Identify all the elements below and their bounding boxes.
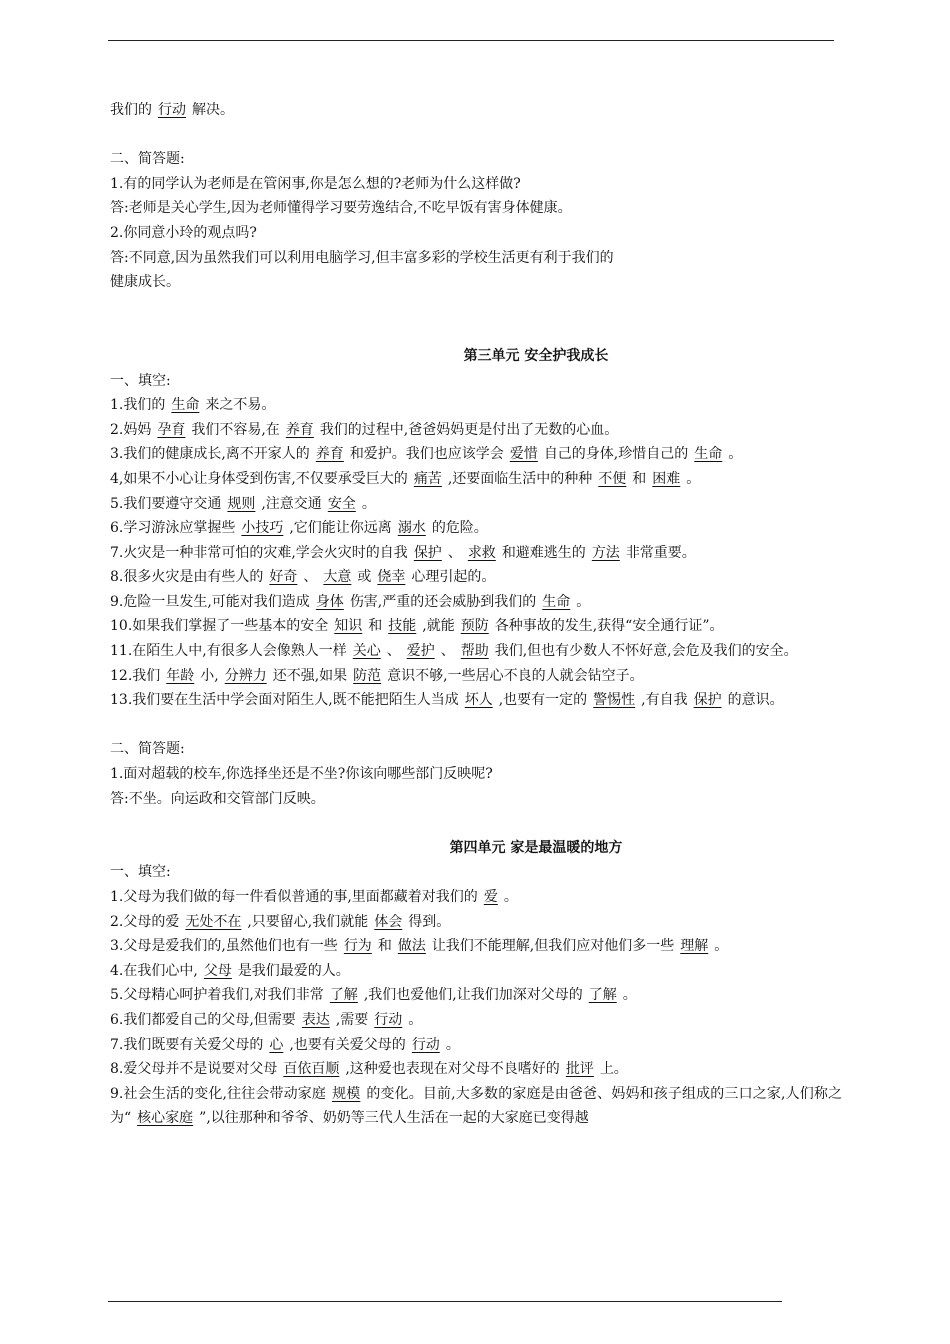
question: 2.你同意小玲的观点吗? — [110, 224, 257, 241]
unit3-fill-list — [110, 393, 842, 713]
item-text: 。 — [445, 1036, 460, 1053]
answer-blank: 不便 — [598, 470, 627, 487]
fill-item — [110, 1057, 842, 1082]
answer-blank: 技能 — [388, 618, 417, 635]
document-body — [110, 98, 842, 1131]
item-text: 小, — [200, 667, 219, 684]
item-text: 伤害,严重的还会威胁到我们的 — [349, 593, 537, 610]
fill-item — [110, 590, 842, 615]
item-text: 6.我们都爱自己的父母,但需要 — [110, 1011, 296, 1028]
item-text: 上。 — [599, 1061, 628, 1078]
item-text: 8.很多火灾是由有些人的 — [110, 569, 264, 586]
answer-blank: 行为 — [343, 938, 372, 955]
answer-blank: 做法 — [397, 938, 426, 955]
answer-blank: 大意 — [323, 569, 352, 586]
item-text: 各种事故的发生,获得“安全通行证”。 — [494, 618, 724, 635]
item-text: 。 — [622, 987, 637, 1004]
item-text: 。 — [686, 470, 701, 487]
item-text: 心理引起的。 — [411, 569, 496, 586]
fill-item — [110, 541, 842, 566]
item-text: 9.危险一旦发生,可能对我们造成 — [110, 593, 310, 610]
answer: 答:老师是关心学生,因为老师懂得学习要劳逸结合,不吃早饭有害身体健康。 — [110, 200, 572, 217]
answer-blank: 警惕性 — [593, 692, 636, 709]
answer-blank: 养育 — [315, 446, 344, 463]
item-text: 我们,但也有少数人不怀好意,会危及我们的安全。 — [494, 643, 798, 660]
item-text: 、 — [440, 643, 455, 660]
answer-blank: 表达 — [301, 1011, 330, 1028]
item-text: ,有自我 — [641, 692, 688, 709]
fill-item — [110, 688, 842, 713]
item-text: 5.我们要遵守交通 — [110, 495, 222, 512]
fill-item — [110, 664, 842, 689]
answer-blank: 保护 — [693, 692, 722, 709]
answer-blank: 防范 — [353, 667, 382, 684]
answer-blank: 规则 — [227, 495, 256, 512]
text: 解决。 — [192, 102, 234, 118]
fill-item — [110, 516, 842, 541]
fill-item — [110, 393, 842, 418]
answer-blank: 爱护 — [406, 643, 435, 660]
item-text: 12.我们 — [110, 667, 161, 684]
item-text: 。 — [576, 593, 591, 610]
item-text: 和爱护。我们也应该学会 — [349, 446, 504, 463]
fill-item — [110, 467, 842, 492]
fill-item — [110, 983, 842, 1008]
item-text: 2.父母的爱 — [110, 913, 180, 930]
item-text: 4.在我们心中, — [110, 962, 198, 979]
answer: 答:不同意,因为虽然我们可以利用电脑学习,但丰富多彩的学校生活更有利于我们的 — [110, 249, 614, 266]
answer-blank: 了解 — [329, 987, 358, 1004]
fill-item — [110, 885, 842, 910]
item-text: 或 — [357, 569, 372, 586]
item-text: 、 — [303, 569, 318, 586]
item-text: 、 — [386, 643, 401, 660]
item-text: ,这种爱也表现在对父母不良嗜好的 — [345, 1061, 560, 1078]
item-text: 的危险。 — [431, 520, 488, 537]
item-text: 。 — [714, 938, 729, 955]
item-text: 是我们最爱的人。 — [237, 962, 350, 979]
answer-blank: 小技巧 — [241, 520, 284, 537]
answer-blank: 侥幸 — [377, 569, 406, 586]
fill-item — [110, 910, 842, 935]
answer-blank: 帮助 — [460, 643, 489, 660]
answer-blank: 预防 — [460, 618, 489, 635]
answer-blank: 溺水 — [397, 520, 426, 537]
unit4-fill-list — [110, 885, 842, 1131]
item-text: ,需要 — [335, 1011, 369, 1028]
answer: 答:不坐。向运政和交管部门反映。 — [110, 790, 325, 807]
answer-blank: 爱惜 — [509, 446, 538, 463]
item-text: 、 — [447, 544, 462, 561]
answer-blank: 安全 — [327, 495, 356, 512]
item-text: 还不强,如果 — [272, 667, 348, 684]
answer-blank: 行动 — [158, 102, 186, 118]
answer-blank: 生命 — [694, 446, 723, 463]
answer-blank: 分辨力 — [224, 667, 267, 684]
item-text: ,也要有一定的 — [498, 692, 588, 709]
item-text: ,就能 — [422, 618, 455, 635]
item-text: 10.如果我们掌握了一些基本的安全 — [110, 618, 329, 635]
text: 我们的 — [110, 102, 152, 118]
item-text: 和 — [368, 618, 383, 635]
fill-item — [110, 614, 842, 639]
item-text: 3.我们的健康成长,离不开家人的 — [110, 446, 310, 463]
answer-blank: 生命 — [542, 593, 571, 610]
item-text: 的变化。目前,大多数的家庭是由爸爸、妈妈和孩子组成的三口之家,人们称之为“ — [110, 1085, 843, 1127]
item-text: 和避难逃生的 — [501, 544, 586, 561]
item-text: 8.爱父母并不是说要对父母 — [110, 1061, 278, 1078]
answer-blank: 了解 — [588, 987, 617, 1004]
item-text: 2.妈妈 — [110, 421, 152, 438]
section-heading: 二、简答题: — [110, 741, 185, 758]
item-text: ”,以往那种和爷爷、奶奶等三代人生活在一起的大家庭已变得越 — [199, 1110, 589, 1127]
answer-blank: 痛苦 — [413, 470, 442, 487]
fill-item — [110, 1008, 842, 1033]
item-text: 6.学习游泳应掌握些 — [110, 520, 236, 537]
item-text: 7.火灾是一种非常可怕的灾难,学会火灾时的自我 — [110, 544, 408, 561]
item-text: 来之不易。 — [205, 397, 276, 414]
answer-blank: 求救 — [467, 544, 496, 561]
answer-blank: 行动 — [374, 1011, 403, 1028]
answer-blank: 百依百顺 — [283, 1061, 340, 1078]
fill-item — [110, 418, 842, 443]
answer-blank: 核心家庭 — [137, 1110, 194, 1127]
fill-item — [110, 639, 842, 664]
header-rule — [108, 40, 834, 41]
fill-item — [110, 492, 842, 517]
fill-item — [110, 959, 842, 984]
answer-blank: 理解 — [680, 938, 709, 955]
item-text: 我们不容易,在 — [191, 421, 280, 438]
fill-item — [110, 565, 842, 590]
answer-blank: 无处不在 — [185, 913, 242, 930]
fill-item — [110, 1033, 842, 1058]
answer-blank: 方法 — [591, 544, 620, 561]
item-text: 和 — [632, 470, 647, 487]
footer-rule — [108, 1301, 782, 1302]
item-text: 得到。 — [408, 913, 451, 930]
answer-blank: 保护 — [413, 544, 442, 561]
item-text: ,只要留心,我们就能 — [247, 913, 369, 930]
answer-blank: 养育 — [285, 421, 314, 438]
unit4-title: 第四单元 家是最温暖的地方 — [449, 839, 623, 856]
answer-blank: 爱 — [483, 889, 498, 905]
answer-blank: 困难 — [652, 470, 681, 487]
item-text: 让我们不能理解,但我们应对他们多一些 — [431, 938, 675, 955]
item-text: 非常重要。 — [625, 544, 696, 561]
item-text: ,注意交通 — [261, 495, 322, 512]
item-text: 7.我们既要有关爱父母的 — [110, 1036, 264, 1053]
item-text: ,我们也爱他们,让我们加深对父母的 — [363, 987, 583, 1004]
fill-item — [110, 442, 842, 467]
item-text: 。 — [728, 446, 743, 463]
item-text: 意识不够,一些居心不良的人就会钻空子。 — [387, 667, 644, 684]
section-heading: 二、简答题: — [110, 151, 185, 168]
answer-blank: 年龄 — [166, 667, 195, 684]
item-text: 。 — [408, 1011, 423, 1028]
answer-blank: 规模 — [332, 1085, 361, 1102]
item-text: 1.我们的 — [110, 397, 166, 414]
answer-blank: 批评 — [565, 1061, 594, 1078]
item-text: 。 — [361, 495, 376, 512]
section-heading: 一、填空: — [110, 372, 171, 389]
answer-blank: 心 — [269, 1036, 284, 1053]
item-text: 13.我们要在生活中学会面对陌生人,既不能把陌生人当成 — [110, 692, 459, 709]
item-text: ,还要面临生活中的种种 — [447, 470, 593, 487]
item-text: 和 — [377, 938, 392, 955]
question: 1.有的同学认为老师是在管闲事,你是怎么想的?老师为什么这样做? — [110, 175, 521, 192]
item-text: ,也要有关爱父母的 — [289, 1036, 406, 1053]
item-text: 我们的过程中,爸爸妈妈更是付出了无数的心血。 — [319, 421, 619, 438]
item-text: ,它们能让你远离 — [289, 520, 392, 537]
section-heading: 一、填空: — [110, 864, 171, 881]
item-text: 的意识。 — [727, 692, 784, 709]
answer: 健康成长。 — [110, 274, 180, 291]
top-fragment — [110, 98, 842, 123]
item-text: 9.社会生活的变化,往往会带动家庭 — [110, 1085, 327, 1102]
fill-item — [110, 1082, 842, 1131]
answer-blank: 父母 — [203, 962, 232, 979]
answer-blank: 坏人 — [464, 692, 493, 709]
answer-blank: 孕育 — [157, 421, 186, 438]
item-text: 1.父母为我们做的每一件看似普通的事,里面都藏着对我们的 — [110, 889, 478, 905]
answer-blank: 身体 — [315, 593, 344, 610]
answer-blank: 知识 — [334, 618, 363, 635]
item-text: 3.父母是爱我们的,虽然他们也有一些 — [110, 938, 338, 955]
answer-blank: 体会 — [374, 913, 403, 930]
item-text: 11.在陌生人中,有很多人会像熟人一样 — [110, 643, 347, 660]
answer-blank: 关心 — [352, 643, 381, 660]
item-text: 4,如果不小心让身体受到伤害,不仅要承受巨大的 — [110, 470, 408, 487]
unit3-title: 第三单元 安全护我成长 — [463, 347, 609, 364]
answer-blank: 行动 — [411, 1036, 440, 1053]
answer-blank: 生命 — [171, 397, 200, 414]
item-text: 自己的身体,珍惜自己的 — [543, 446, 689, 463]
fill-item — [110, 934, 842, 959]
answer-blank: 好奇 — [269, 569, 298, 586]
question: 1.面对超载的校车,你选择坐还是不坐?你该向哪些部门反映呢? — [110, 766, 493, 783]
item-text: 5.父母精心呵护着我们,对我们非常 — [110, 987, 324, 1004]
item-text: 。 — [503, 889, 518, 905]
